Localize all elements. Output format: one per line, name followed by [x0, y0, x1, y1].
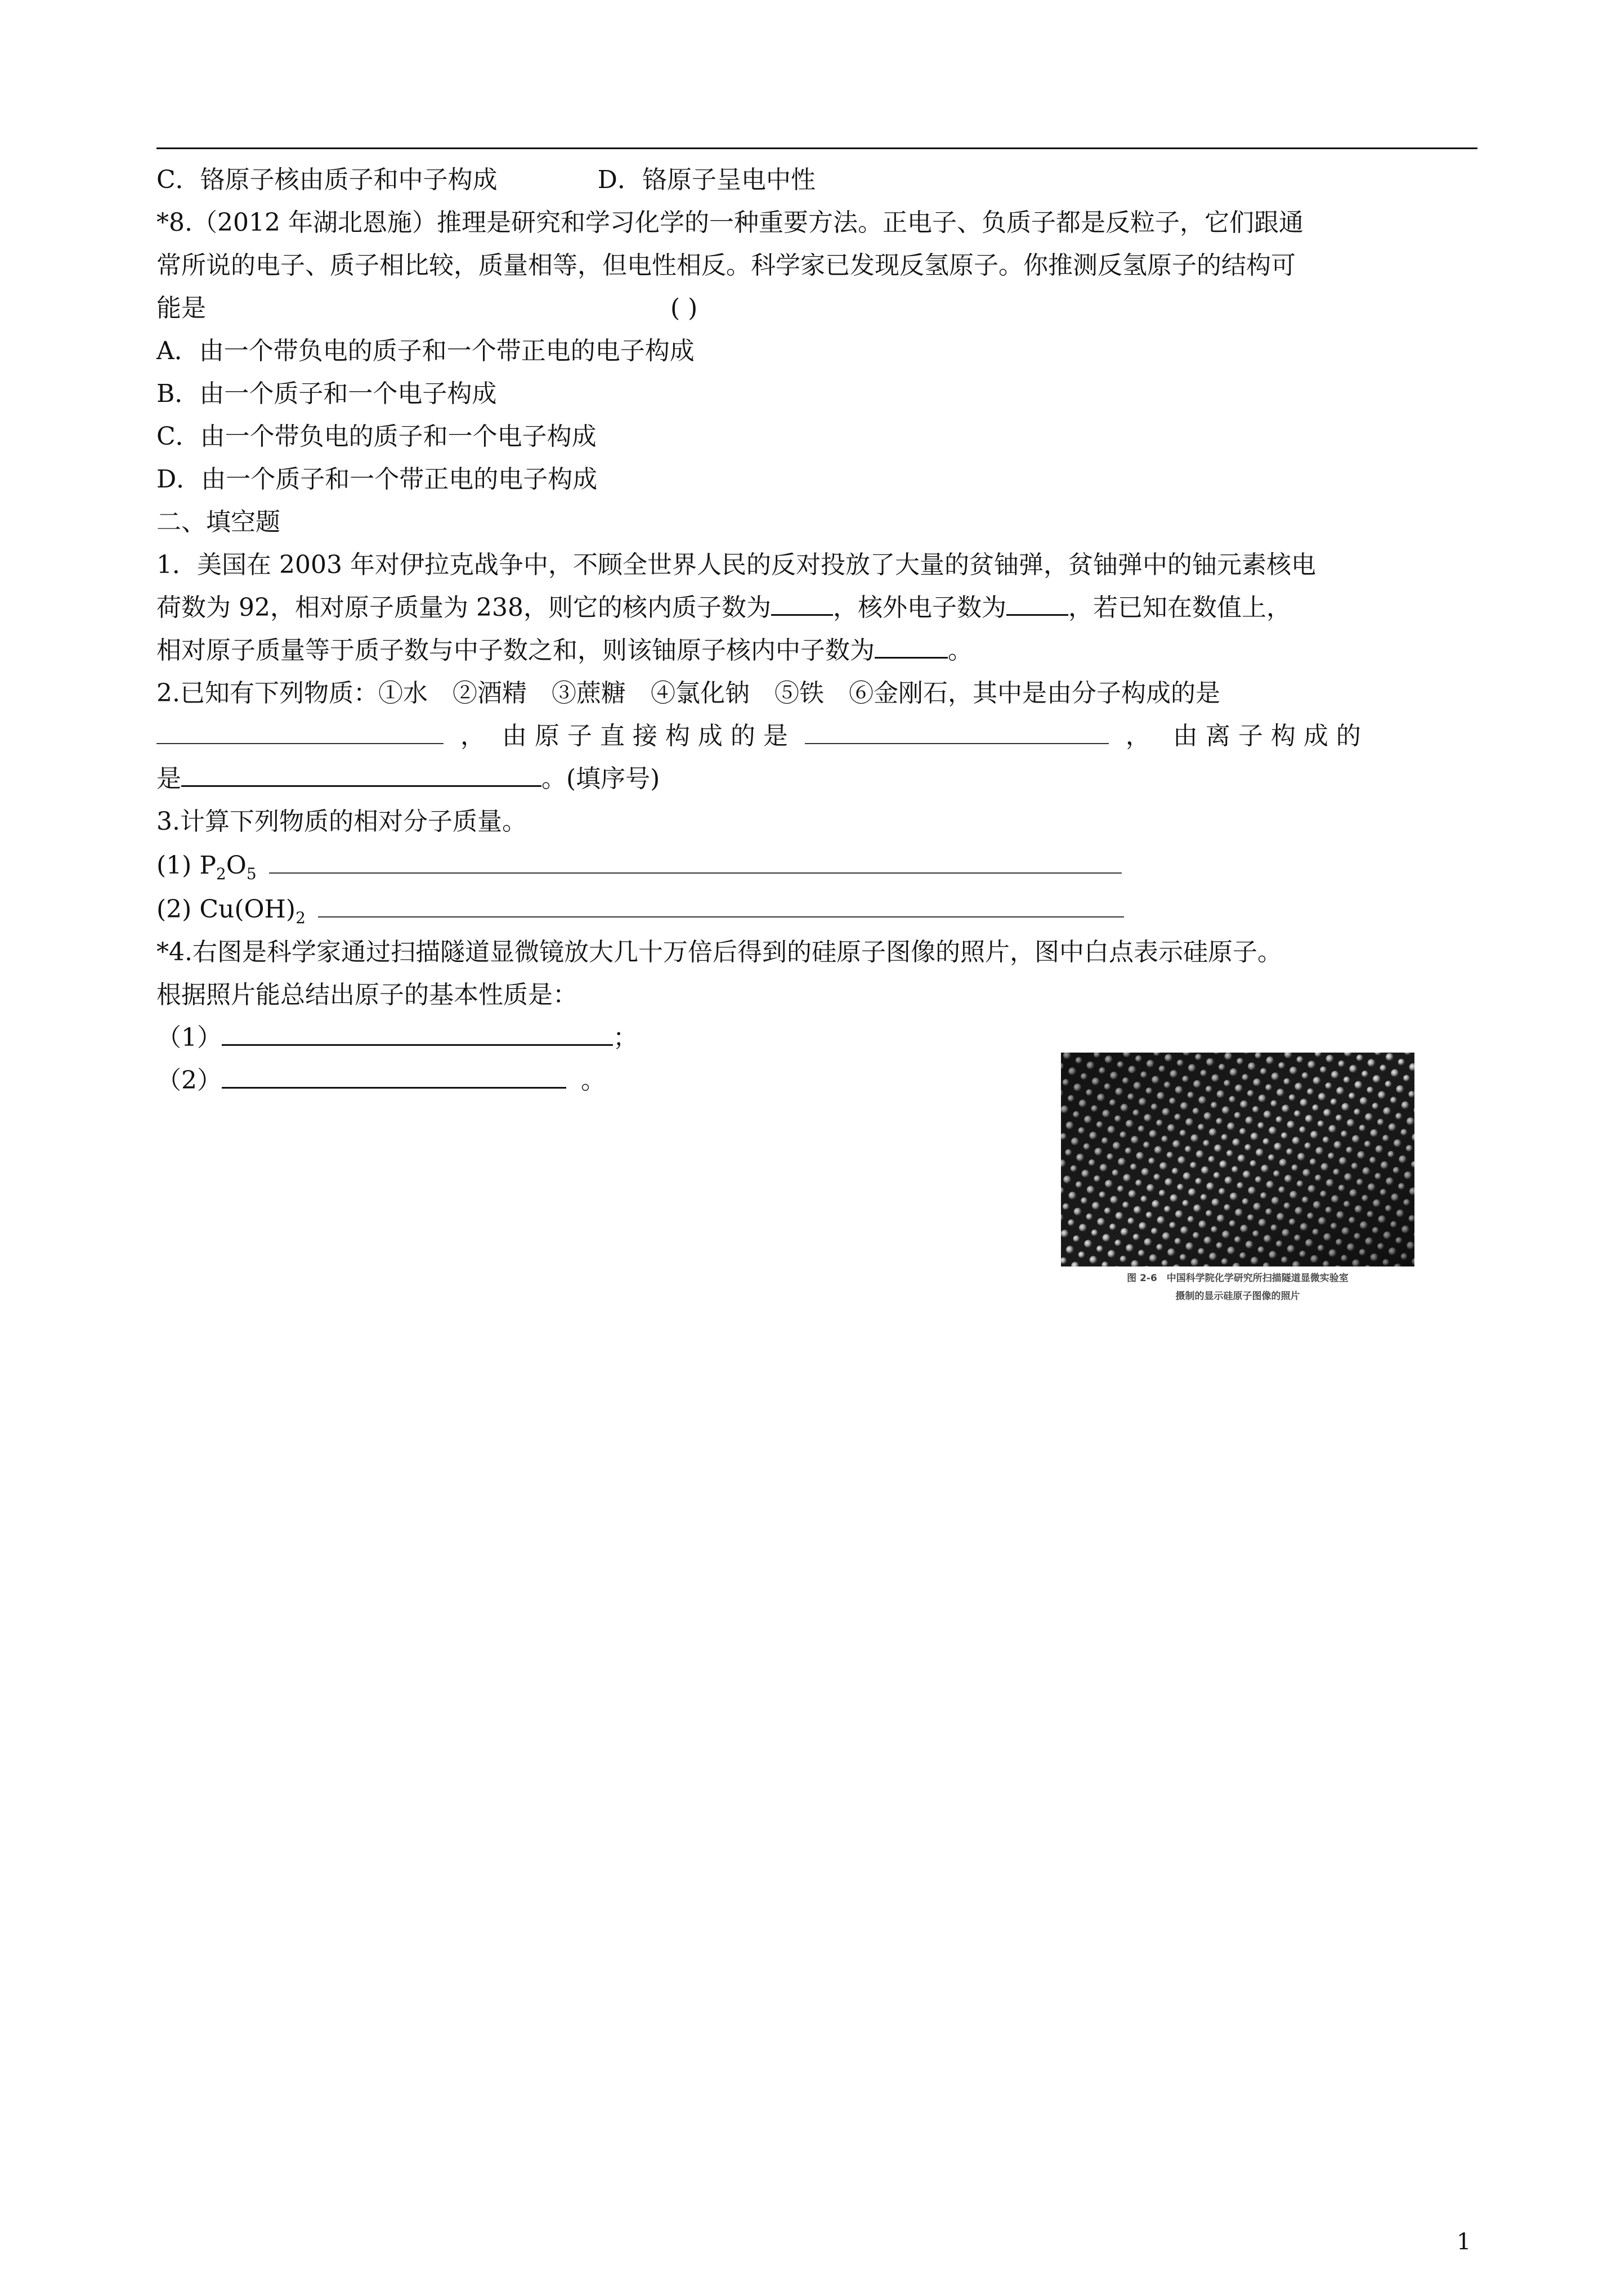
property1-blank[interactable]	[222, 1017, 613, 1046]
question8-line3	[156, 287, 1479, 330]
fill2-comma-2: ，	[1125, 722, 1150, 750]
fill1-line3	[156, 629, 1479, 672]
question7-options-cd	[156, 159, 1479, 202]
fill2-line1: 2.已知有下列物质：①水 ②酒精 ③蔗糖 ④氯化钠 ⑤铁 ⑥金刚石，其中是由分子构成的是	[156, 679, 1220, 708]
fill2-line3	[156, 758, 1479, 800]
question8-option-c: C．由一个带负电的质子和一个电子构成	[156, 422, 597, 451]
photo-caption	[1061, 1269, 1414, 1320]
fill1-line2	[156, 587, 1479, 629]
p2o5-sub2: 5	[246, 864, 257, 883]
fill4-line2: 根据照片能总结出原子的基本性质是：	[156, 981, 577, 1009]
cuoh2-sub: 2	[295, 908, 306, 927]
fill2-note: 。(填序号)	[541, 764, 660, 793]
header-rule	[156, 147, 1477, 149]
fill2-ion-label: 由 离 子 构 成 的	[1172, 722, 1361, 750]
answer-bracket[interactable]: ( )	[670, 294, 698, 323]
proton-count-blank[interactable]	[771, 587, 833, 616]
page-number: 1	[1457, 2229, 1471, 2255]
fill1-text-e: 。	[948, 636, 973, 665]
electron-count-blank[interactable]	[1006, 587, 1068, 616]
property2-blank[interactable]	[222, 1060, 566, 1089]
fill2-line2	[156, 715, 1479, 758]
molecule-answer-blank[interactable]	[156, 716, 444, 744]
question8-line1: *8.（2012 年湖北恩施）推理是研究和学习化学的一种重要方法。正电子、负质子都是反粒子，它们跟通	[156, 208, 1304, 237]
fill3-line1: 3.计算下列物质的相对分子质量。	[156, 807, 527, 836]
cuoh2-answer-blank[interactable]	[318, 889, 1124, 917]
fill1-text-d: 相对原子质量等于质子数与中子数之和，则该铀原子核内中子数为	[156, 636, 875, 665]
p2o5-answer-blank[interactable]	[269, 845, 1122, 874]
fill1-line1: 1．美国在 2003 年对伊拉克战争中，不顾全世界人民的反对投放了大量的贫铀弹，贫铀弹中的铀元素核电	[156, 550, 1316, 579]
fill4-period: 。	[581, 1066, 606, 1095]
fill4-label-2: （2）	[156, 1066, 222, 1095]
atom-dots-graphic	[1061, 1053, 1414, 1266]
option-d: D．铬原子呈电中性	[597, 165, 816, 194]
question8-line2: 常所说的电子、质子相比较，质量相等，但电性相反。科学家已发现反氢原子。你推测反氢原子的结构可	[156, 251, 1296, 280]
option-c: C．铬原子核由质子和中子构成	[156, 165, 498, 194]
section-heading-fill-blank: 二、填空题	[156, 508, 280, 536]
fill2-atom-label: 由 原 子 直 接 构 成 的 是	[502, 722, 788, 750]
fill2-is: 是	[156, 764, 181, 793]
fill4-semicolon: ；	[613, 1023, 638, 1052]
ion-answer-blank[interactable]	[181, 758, 541, 787]
fill1-text-b: ，核外电子数为	[832, 593, 1006, 622]
fill4-label-1: （1）	[156, 1023, 222, 1052]
neutron-count-blank[interactable]	[875, 630, 948, 659]
question8-option-b: B．由一个质子和一个电子构成	[156, 379, 497, 408]
p2o5-label: (1) P	[156, 851, 216, 880]
fill4-line1: *4.右图是科学家通过扫描隧道显微镜放大几十万倍后得到的硅原子图像的照片，图中白点表示硅原子。	[156, 938, 1282, 966]
question8-option-a: A．由一个带负电的质子和一个带正电的电子构成	[156, 337, 695, 365]
fill1-text-a: 荷数为 92，相对原子质量为 238，则它的核内质子数为	[156, 593, 771, 622]
atom-answer-blank[interactable]	[805, 716, 1109, 744]
photo-caption-line2: 摄制的显示硅原子图像的照片	[1175, 1291, 1300, 1302]
question8-stem-end: 能是	[156, 294, 206, 323]
fill1-text-c: ，若已知在数值上，	[1068, 593, 1291, 622]
fill2-comma-1: ，	[460, 722, 485, 750]
p2o5-o: O	[226, 851, 247, 880]
question8-option-d: D．由一个质子和一个带正电的电子构成	[156, 465, 598, 494]
stm-image	[1061, 1053, 1414, 1266]
photo-caption-line1: 图 2-6 中国科学院化学研究所扫描隧道显微实验室	[1127, 1273, 1349, 1284]
p2o5-sub1: 2	[216, 864, 226, 883]
silicon-atom-photo	[1061, 1053, 1414, 1322]
cuoh2-label: (2) Cu(OH)	[156, 895, 296, 924]
